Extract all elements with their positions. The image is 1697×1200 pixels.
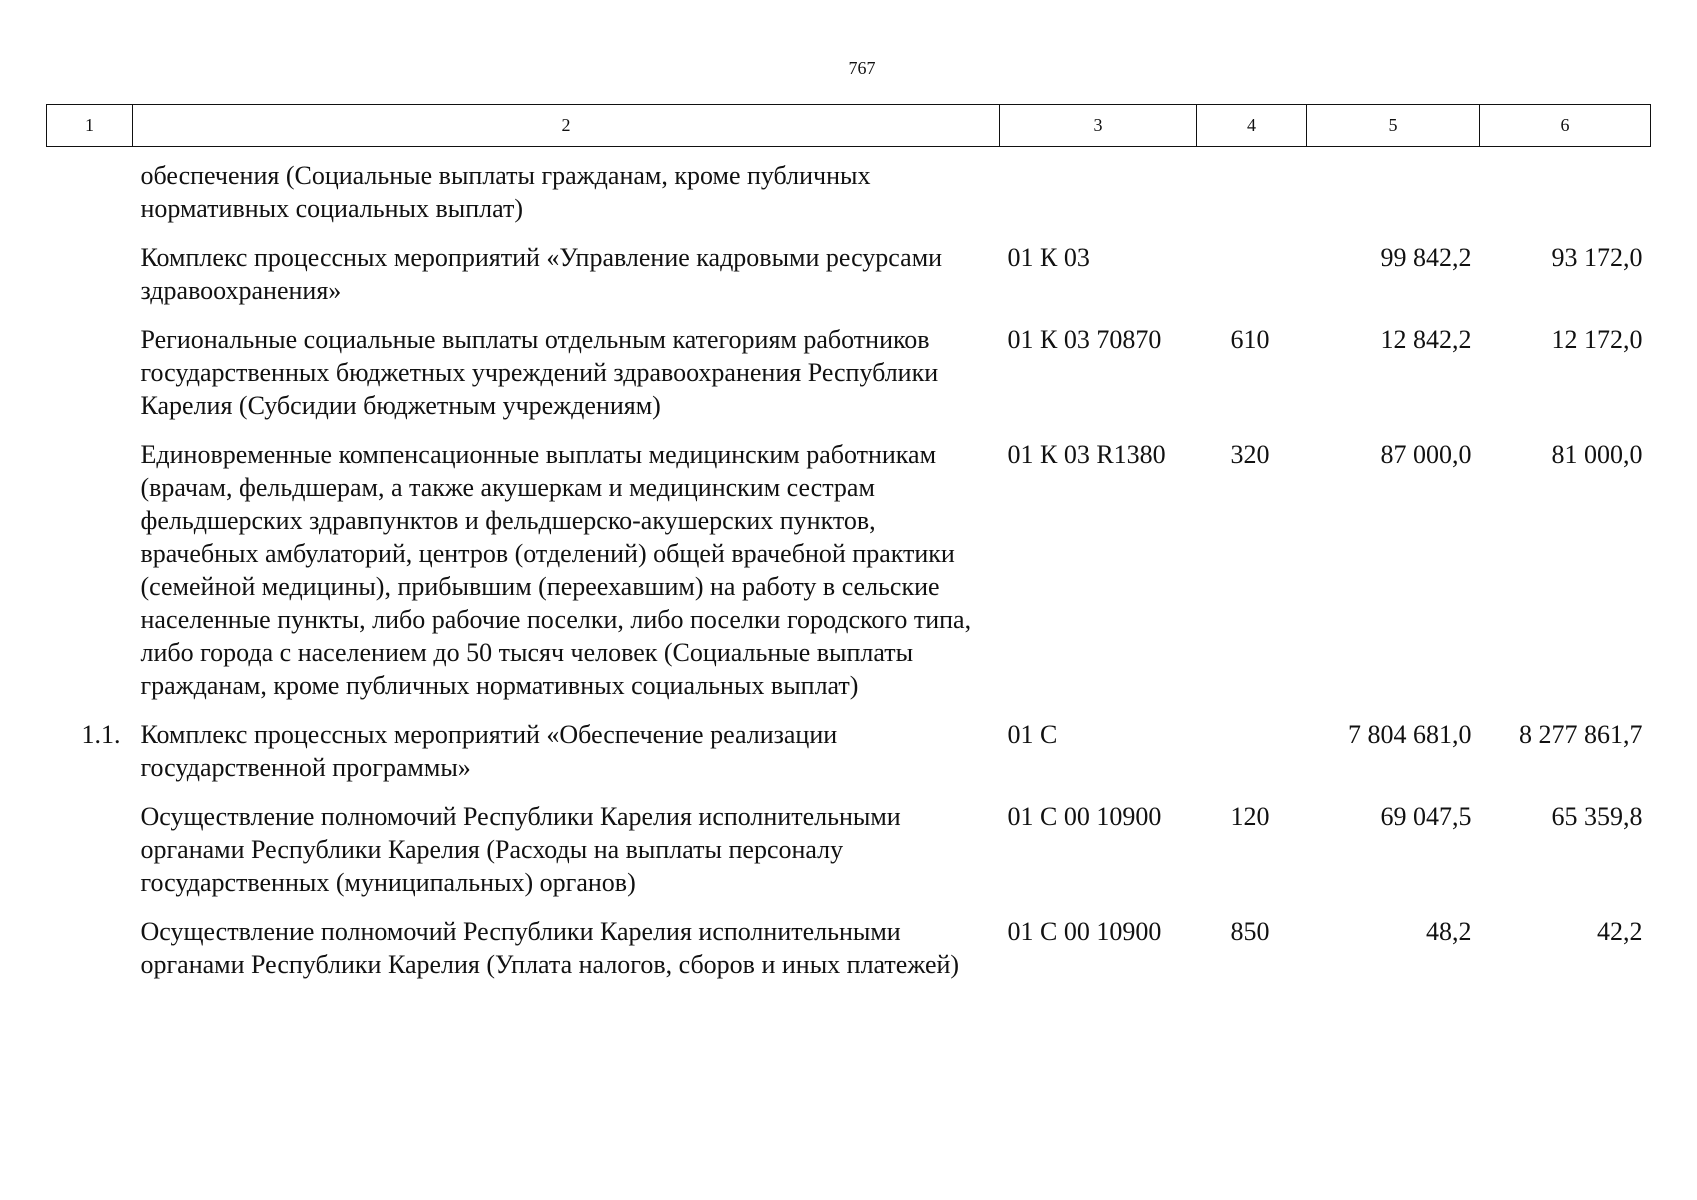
table-row: [47, 147, 1651, 242]
table-row: [47, 915, 1651, 997]
header-col-2: 2: [133, 105, 1000, 147]
row-target-code: [1000, 147, 1197, 242]
header-col-4: 4: [1197, 105, 1307, 147]
row-number: 1.1.: [81, 720, 121, 749]
header-col-1: 1: [47, 105, 133, 147]
row-amount-2: 93 172,0: [1551, 243, 1643, 272]
row-amount-2: 8 277 861,7: [1519, 720, 1643, 749]
row-amount-2: 65 359,8: [1551, 802, 1643, 831]
row-target-code: 01 С 00 10900: [1007, 917, 1162, 946]
row-amount-2: 81 000,0: [1551, 440, 1643, 469]
header-col-6: 6: [1480, 105, 1651, 147]
row-expense-type: [1197, 147, 1307, 242]
header-col-5: 5: [1307, 105, 1480, 147]
row-amount-1: 48,2: [1426, 917, 1472, 946]
row-number: [47, 915, 133, 997]
row-amount-1: 12 842,2: [1380, 325, 1472, 354]
row-name: Единовременные компенсационные выплаты медицинским работникам (врачам, фельдшерам, а также акушеркам и медицинским сестрам фельдшерских здравпунктов и фельдшерско-акушерских пунктов, врачебных амбулаторий, центров (отделений) общей врачебной практики (семейной медицины), прибывшим (переехавшим) на работу в сельские населенные пункты, либо рабочие поселки, либо поселки городского типа, либо города с населением до 50 тысяч человек (Социальные выплаты гражданам, кроме публичных нормативных социальных выплат): [140, 440, 972, 700]
row-number: [47, 438, 133, 718]
row-expense-type: [1197, 718, 1307, 800]
row-amount-1: [1307, 147, 1480, 242]
header-row: [47, 105, 1651, 147]
row-target-code: 01 С: [1007, 720, 1058, 749]
table-row: [47, 323, 1651, 438]
row-amount-2: 42,2: [1597, 917, 1643, 946]
row-number: [47, 147, 133, 242]
table-row: [47, 800, 1651, 915]
table-header: [47, 105, 1651, 147]
row-expense-type: 610: [1230, 325, 1270, 354]
budget-table-container: [46, 104, 1650, 997]
table-row: [47, 718, 1651, 800]
table-row: [47, 438, 1651, 718]
row-target-code: 01 К 03 R1380: [1007, 440, 1166, 469]
row-number: [47, 800, 133, 915]
budget-table: [46, 104, 1651, 997]
row-target-code: 01 К 03: [1007, 243, 1090, 272]
table-body: [47, 147, 1651, 998]
row-name: Комплекс процессных мероприятий «Обеспечение реализации государственной программы»: [140, 720, 838, 782]
row-expense-type: 850: [1230, 917, 1270, 946]
row-amount-1: 7 804 681,0: [1348, 720, 1472, 749]
row-amount-1: 99 842,2: [1380, 243, 1472, 272]
row-amount-2: [1480, 147, 1651, 242]
row-name: Осуществление полномочий Республики Карелия исполнительными органами Республики Карелия (Расходы на выплаты персоналу государственных (муниципальных) органов): [140, 802, 901, 897]
row-expense-type: 320: [1230, 440, 1270, 469]
table-row: [47, 241, 1651, 323]
row-number: [47, 323, 133, 438]
row-name: Осуществление полномочий Республики Карелия исполнительными органами Республики Карелия (Уплата налогов, сборов и иных платежей): [140, 917, 960, 979]
row-name: Комплекс процессных мероприятий «Управление кадровыми ресурсами здравоохранения»: [140, 243, 943, 305]
row-name: Региональные социальные выплаты отдельным категориям работников государственных бюджетных учреждений здравоохранения Республики Карелия (Субсидии бюджетным учреждениям): [140, 325, 939, 420]
row-target-code: 01 К 03 70870: [1007, 325, 1162, 354]
row-amount-2: 12 172,0: [1551, 325, 1643, 354]
row-amount-1: 69 047,5: [1380, 802, 1472, 831]
page-number: 767: [848, 58, 876, 78]
row-number: [47, 241, 133, 323]
row-amount-1: 87 000,0: [1380, 440, 1472, 469]
header-col-3: 3: [1000, 105, 1197, 147]
row-expense-type: [1197, 241, 1307, 323]
row-target-code: 01 С 00 10900: [1007, 802, 1162, 831]
row-expense-type: 120: [1230, 802, 1270, 831]
row-name: обеспечения (Социальные выплаты гражданам, кроме публичных нормативных социальных выплат): [140, 161, 871, 223]
